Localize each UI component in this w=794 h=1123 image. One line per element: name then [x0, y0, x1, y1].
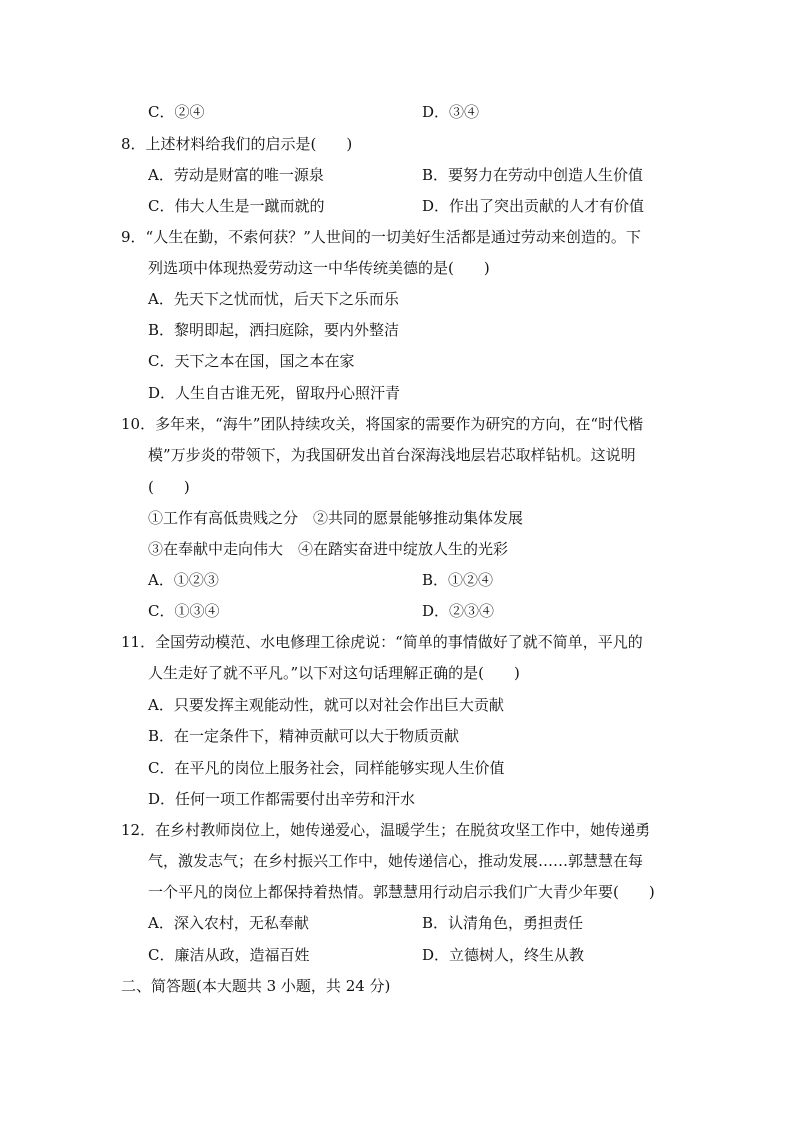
question-11-option-a: A．只要发挥主观能动性，就可以对社会作出巨大贡献 — [148, 696, 504, 714]
option-c: C．②④ — [148, 103, 205, 121]
question-11-option-d: D．任何一项工作都需要付出辛劳和汗水 — [148, 790, 416, 808]
question-12-option-b: B．认清角色，勇担责任 — [422, 914, 584, 932]
question-10-stem-line-2: 模”万步炎的带领下，为我国研发出首台深海浅地层岩芯取样钻机。这说明 — [148, 446, 636, 464]
question-12-option-c: C．廉洁从政，造福百姓 — [148, 946, 310, 964]
option-d: D．③④ — [422, 103, 480, 121]
question-11-stem-line-2: 人生走好了就不平凡。”以下对这句话理解正确的是( ) — [148, 664, 520, 682]
question-11-stem-line-1: 11．全国劳动模范、水电修理工徐虎说：“简单的事情做好了就不简单，平凡的 — [121, 633, 643, 651]
question-10-stem-line-3: ( ) — [148, 478, 190, 496]
question-8-option-b: B．要努力在劳动中创造人生价值 — [422, 166, 644, 184]
question-9-stem-line-2: 列选项中体现热爱劳动这一中华传统美德的是( ) — [148, 259, 490, 277]
question-8-option-a: A．劳动是财富的唯一源泉 — [148, 166, 324, 184]
question-10-statements-1: ①工作有高低贵贱之分 ②共同的愿景能够推动集体发展 — [148, 509, 524, 527]
question-12-option-d: D．立德树人，终生从教 — [422, 946, 585, 964]
question-12-stem-line-2: 气，激发志气；在乡村振兴工作中，她传递信心，推动发展……郭慧慧在每 — [148, 852, 644, 870]
section-heading: 二、简答题(本大题共 3 小题，共 24 分) — [121, 977, 391, 995]
question-9-option-b: B．黎明即起，洒扫庭除，要内外整洁 — [148, 321, 400, 339]
question-10-statements-2: ③在奉献中走向伟大 ④在踏实奋进中绽放人生的光彩 — [148, 540, 509, 558]
question-8-option-c: C．伟大人生是一蹴而就的 — [148, 197, 325, 215]
question-9-stem-line-1: 9．“人生在勤，不索何获？”人世间的一切美好生活都是通过劳动来创造的。下 — [121, 228, 641, 246]
question-9-option-c: C．天下之本在国，国之本在家 — [148, 352, 355, 370]
question-12-option-a: A．深入农村，无私奉献 — [148, 914, 309, 932]
question-11-option-b: B．在一定条件下，精神贡献可以大于物质贡献 — [148, 727, 460, 745]
question-11-option-c: C．在平凡的岗位上服务社会，同样能够实现人生价值 — [148, 759, 505, 777]
question-10-option-b: B．①②④ — [422, 571, 494, 589]
question-12-stem-line-1: 12．在乡村教师岗位上，她传递爱心，温暖学生；在脱贫攻坚工作中，她传递勇 — [121, 821, 651, 839]
question-10-option-c: C．①③④ — [148, 602, 220, 620]
question-9-option-a: A．先天下之忧而忧，后天下之乐而乐 — [148, 290, 399, 308]
question-8-option-d: D．作出了突出贡献的人才有价值 — [422, 197, 645, 215]
question-9-option-d: D．人生自古谁无死，留取丹心照汗青 — [148, 384, 401, 402]
question-10-option-a: A．①②③ — [148, 571, 219, 589]
question-10-option-d: D．②③④ — [422, 602, 495, 620]
question-8-stem: 8．上述材料给我们的启示是( ) — [121, 135, 353, 153]
question-10-stem-line-1: 10．多年来，“海牛”团队持续攻关，将国家的需要作为研究的方向，在“时代楷 — [121, 415, 644, 433]
question-12-stem-line-3: 一个平凡的岗位上都保持着热情。郭慧慧用行动启示我们广大青少年要( ) — [148, 883, 655, 901]
